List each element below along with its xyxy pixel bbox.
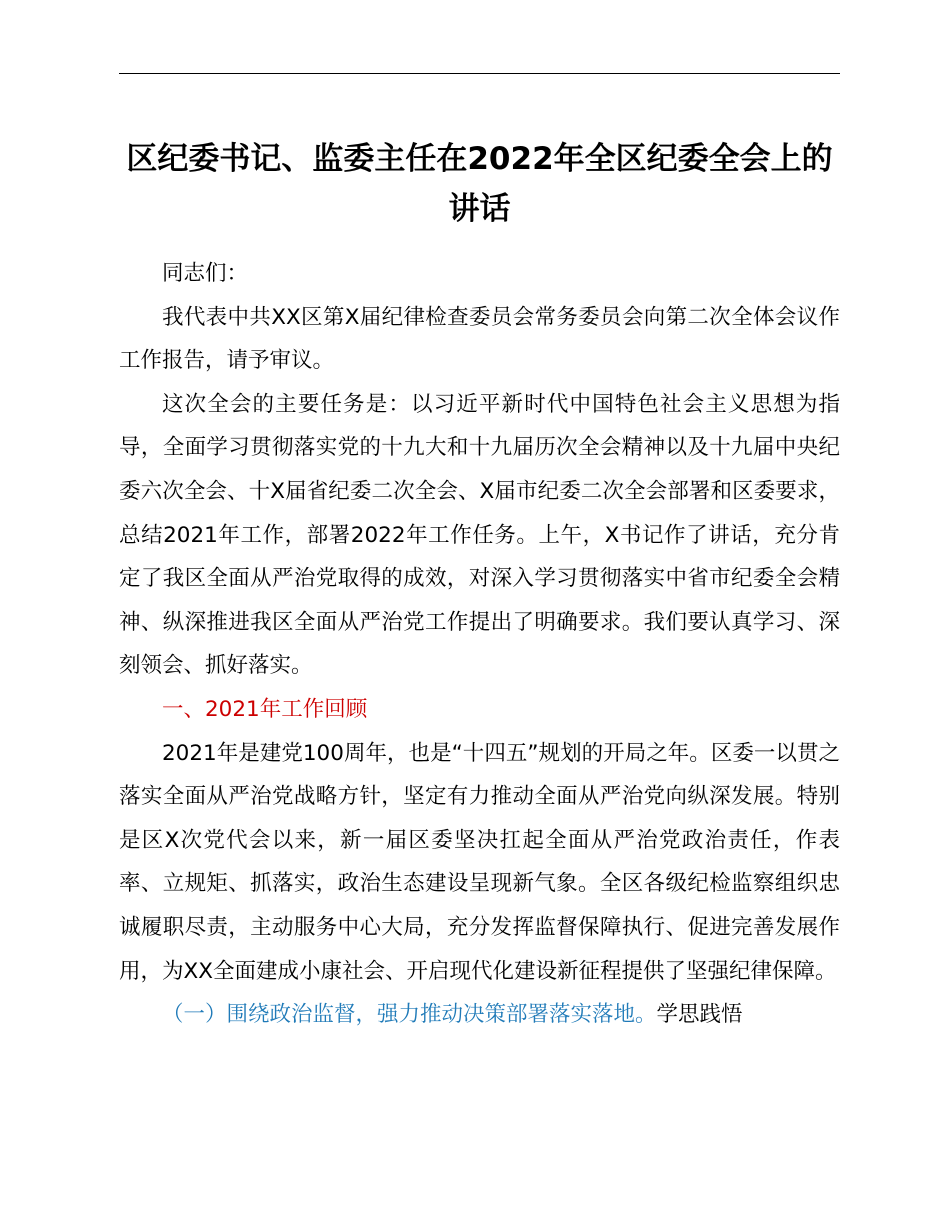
subsection-heading-political-supervision: （一）围绕政治监督，强力推动决策部署落实落地。 [162,1002,657,1028]
salutation: 同志们： [162,261,249,286]
section-heading-review: 一、2021年工作回顾 [162,696,368,722]
header-rule [119,73,840,74]
document-body [119,252,840,1037]
paragraph-review: 2021年是建党100周年，也是“十四五”规划的开局之年。区委一以贯之落实全面从严治党战略方针，坚定有力推动全面从严治党向纵深发展。特别是区X次党代会以来，新一届区委坚决扛起全面从严治党政治责任，作表率、立规矩、抓落实，政治生态建设呈现新气象。全区各级纪检监察组织忠诚履职尽责，主动服务中心大局，充分发挥监督保障执行、促进完善发展作用，为XX全面建成小康社会、开启现代化建设新征程提供了坚强纪律保障。 [119,740,840,984]
subsection-paragraph [119,993,840,1037]
paragraph-report: 我代表中共XX区第X届纪律检查委员会常务委员会向第二次全体会议作工作报告，请予审议。 [119,304,840,374]
subsection-text: 学思践悟 [656,1002,743,1028]
document-title: 区纪委书记、监委主任在2022年全区纪委全会上的讲话 [126,141,833,227]
paragraph-main-tasks: 这次全会的主要任务是：以习近平新时代中国特色社会主义思想为指导，全面学习贯彻落实党的十九大和十九届历次全会精神以及十九届中央纪委六次全会、十X届省纪委二次全会、X届市纪委二次全会部署和区委要求，总结2021年工作，部署2022年工作任务。上午，X书记作了讲话，充分肯定了我区全面从严治党取得的成效，对深入学习贯彻落实中省市纪委全会精神、纵深推进我区全面从严治党工作提出了明确要求。我们要认真学习、深刻领会、抓好落实。 [119,391,840,679]
